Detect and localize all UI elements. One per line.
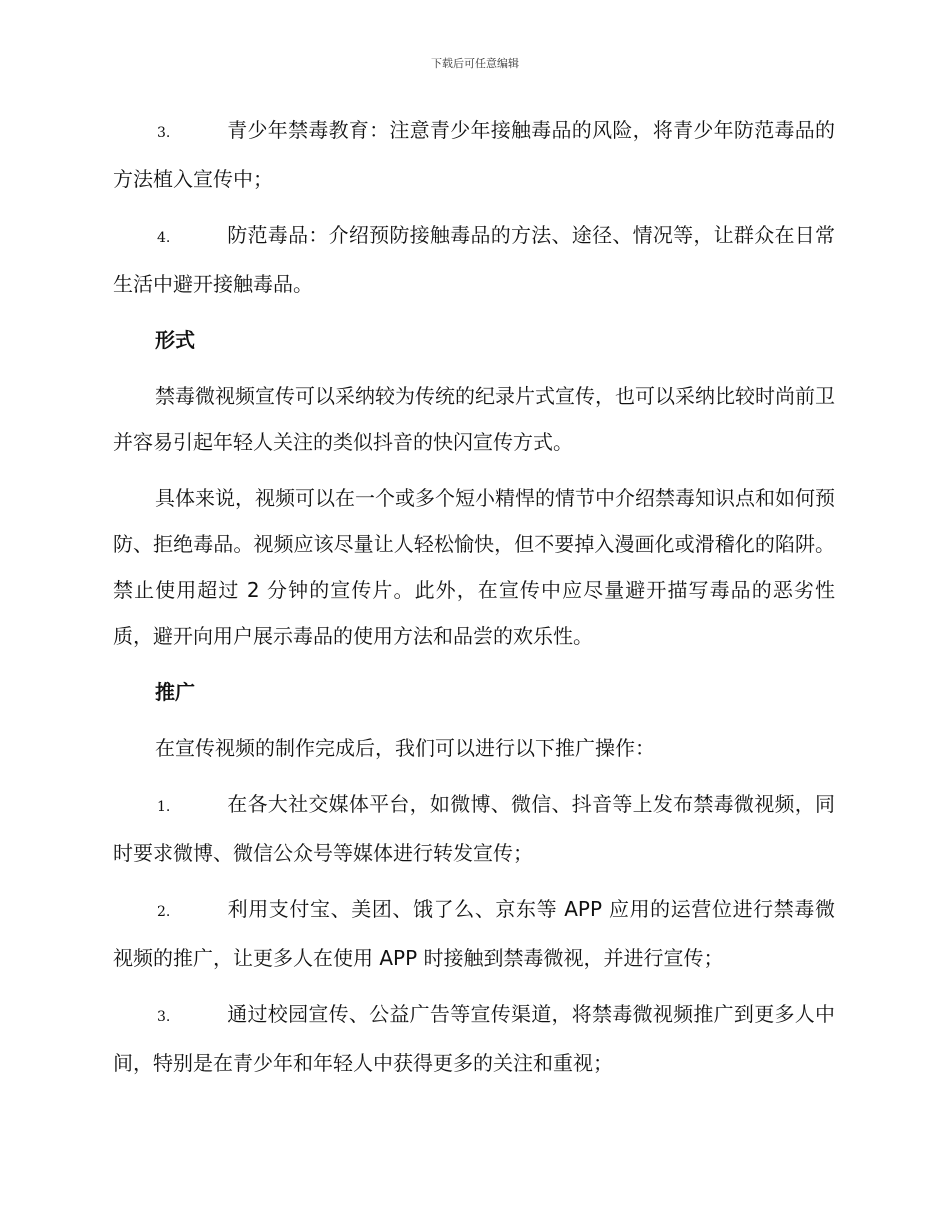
list-item-text: 防范毒品：介绍预防接触毒品的方法、途径、情况等，让群众在日常生活中避开接触毒品。 [113,223,835,296]
header-note: 下载后可任意编辑 [431,57,519,70]
list-item [113,781,835,876]
section-heading-promotion: 推广 [155,680,195,704]
list-item [113,107,835,202]
list-item [113,991,835,1086]
list-number: 4. [157,230,171,246]
list-number: 2. [157,904,171,920]
paragraph: 禁毒微视频宣传可以采纳较为传统的纪录片式宣传，也可以采纳比较时尚前卫并容易引起年轻人关注的类似抖音的快闪宣传方式。 [113,384,835,454]
list-number: 1. [157,799,171,815]
list-item-text: 在各大社交媒体平台，如微博、微信、抖音等上发布禁毒微视频，同时要求微博、微信公众号等媒体进行转发宣传； [113,792,835,865]
section-heading-form: 形式 [155,328,195,352]
list-item [113,886,835,981]
list-number: 3. [157,1009,171,1025]
list-item [113,212,835,307]
list-item-text: 通过校园宣传、公益广告等宣传渠道，将禁毒微视频推广到更多人中间，特别是在青少年和年轻人中获得更多的关注和重视； [113,1002,835,1075]
list-number: 3. [157,125,171,141]
list-item-text: 利用支付宝、美团、饿了么、京东等 APP 应用的运营位进行禁毒微视频的推广，让更多人在使用 APP 时接触到禁毒微视，并进行宣传； [113,897,835,970]
document-body [113,107,835,1096]
list-item-text: 青少年禁毒教育：注意青少年接触毒品的风险，将青少年防范毒品的方法植入宣传中； [113,118,835,191]
paragraph: 具体来说，视频可以在一个或多个短小精悍的情节中介绍禁毒知识点和如何预防、拒绝毒品。视频应该尽量让人轻松愉快，但不要掉入漫画化或滑稽化的陷阱。禁止使用超过 2 分钟的宣传片。此外，在宣传中应尽量避开描写毒品的恶劣性质，避开向用户展示毒品的使用方法和品尝的欢乐性。 [113,486,835,648]
paragraph: 在宣传视频的制作完成后，我们可以进行以下推广操作： [155,736,655,760]
